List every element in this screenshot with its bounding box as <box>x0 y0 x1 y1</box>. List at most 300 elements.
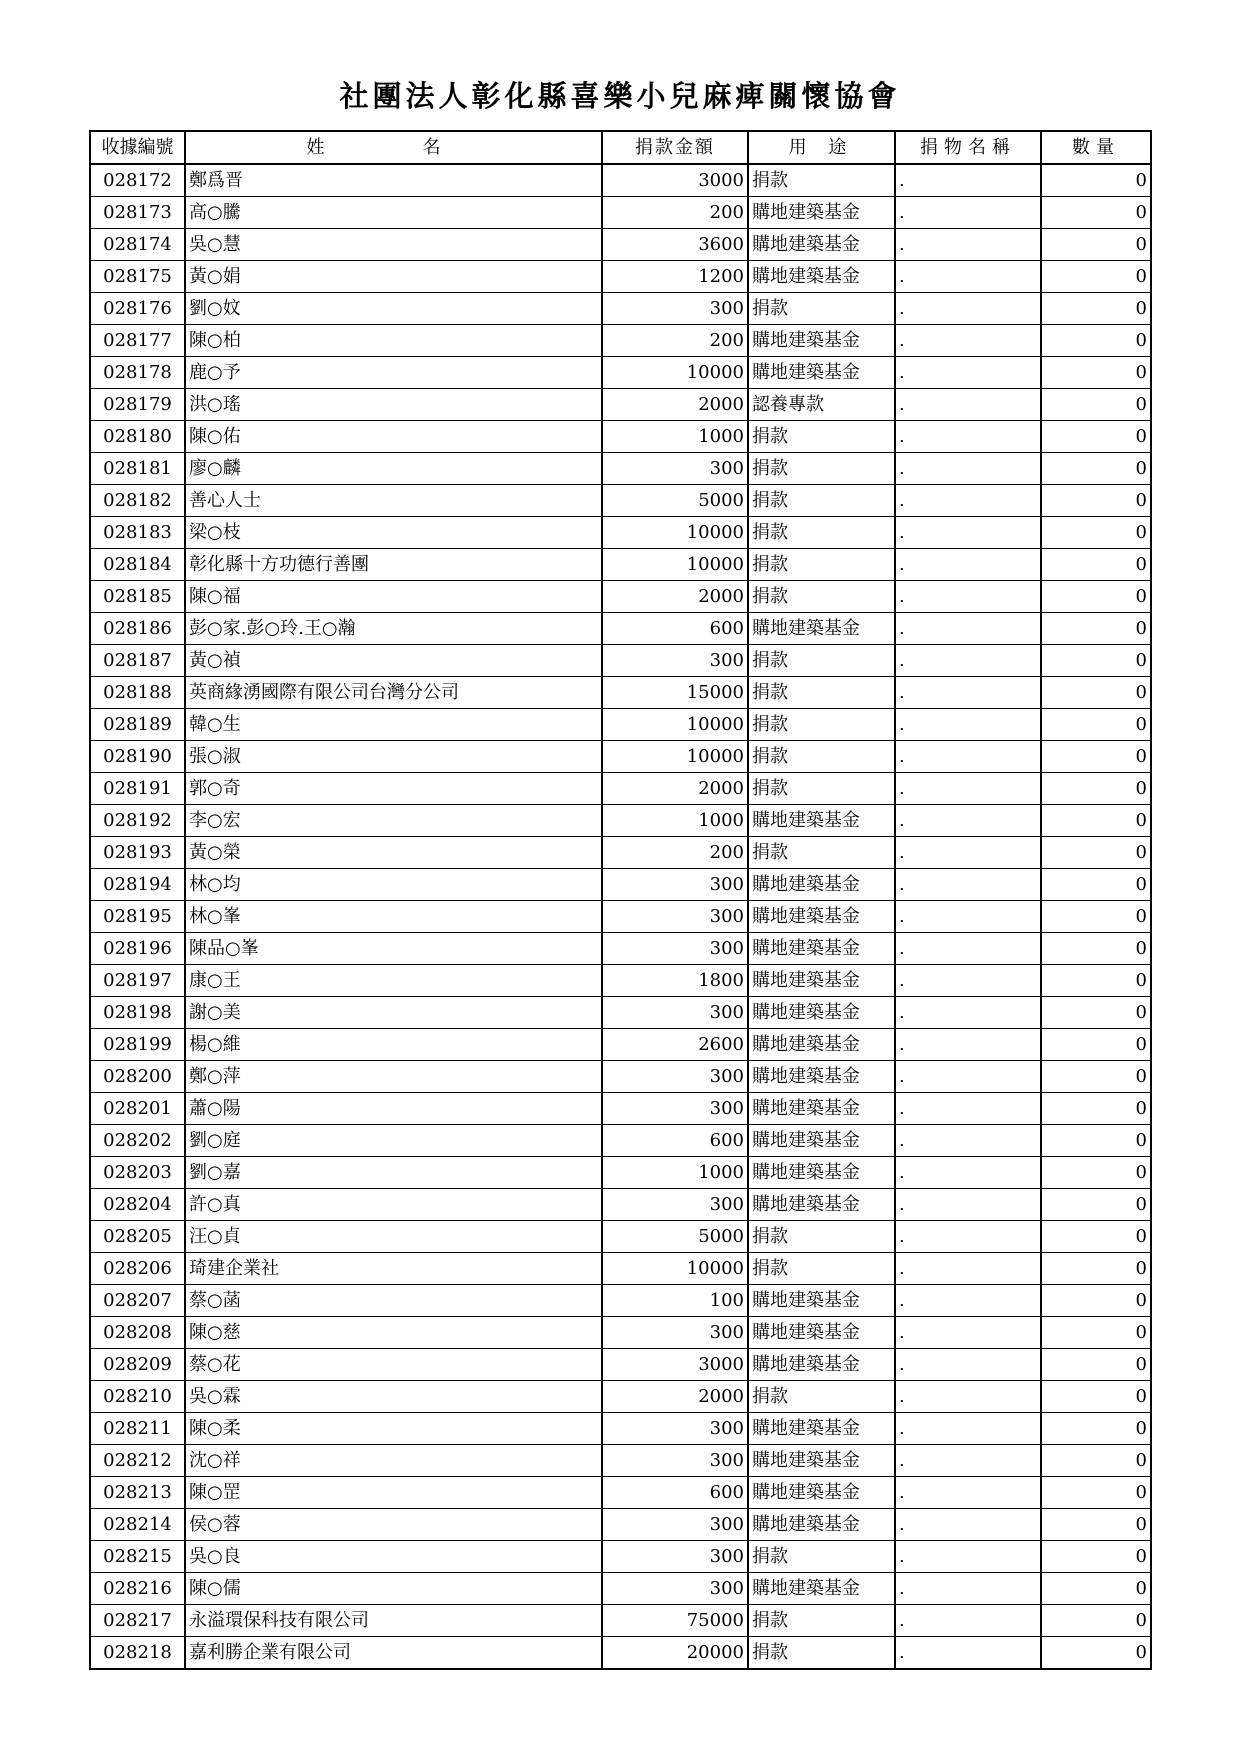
item-name-cell: . <box>895 1477 1041 1509</box>
purpose-cell: 捐款 <box>748 1605 895 1637</box>
amount-cell: 75000 <box>602 1605 748 1637</box>
amount-cell: 1800 <box>602 965 748 997</box>
amount-cell: 300 <box>602 1573 748 1605</box>
receipt-no-cell: 028185 <box>90 581 185 613</box>
table-row <box>90 677 1151 709</box>
purpose-cell: 購地建築基金 <box>748 805 895 837</box>
quantity-cell: 0 <box>1041 1413 1151 1445</box>
donor-name-cell: 黃○榮 <box>185 837 602 869</box>
receipt-no-cell: 028175 <box>90 261 185 293</box>
table-row <box>90 1637 1151 1670</box>
donor-name-cell: 劉○嘉 <box>185 1157 602 1189</box>
table-row <box>90 549 1151 581</box>
donor-name-cell: 嘉利勝企業有限公司 <box>185 1637 602 1670</box>
purpose-cell: 捐款 <box>748 549 895 581</box>
donor-name-cell: 永溢環保科技有限公司 <box>185 1605 602 1637</box>
receipt-no-cell: 028172 <box>90 164 185 197</box>
item-name-cell: . <box>895 933 1041 965</box>
quantity-cell: 0 <box>1041 613 1151 645</box>
purpose-cell: 購地建築基金 <box>748 1413 895 1445</box>
receipt-no-cell: 028181 <box>90 453 185 485</box>
table-row <box>90 1253 1151 1285</box>
purpose-cell: 購地建築基金 <box>748 1061 895 1093</box>
amount-cell: 10000 <box>602 1253 748 1285</box>
quantity-cell: 0 <box>1041 645 1151 677</box>
purpose-cell: 購地建築基金 <box>748 1285 895 1317</box>
donor-name-cell: 林○均 <box>185 869 602 901</box>
quantity-cell: 0 <box>1041 1253 1151 1285</box>
donor-name-cell: 許○真 <box>185 1189 602 1221</box>
receipt-no-cell: 028205 <box>90 1221 185 1253</box>
amount-cell: 5000 <box>602 485 748 517</box>
purpose-cell: 捐款 <box>748 773 895 805</box>
header-receipt-no: 收據編號 <box>90 131 185 164</box>
purpose-cell: 捐款 <box>748 1541 895 1573</box>
item-name-cell: . <box>895 1125 1041 1157</box>
receipt-no-cell: 028180 <box>90 421 185 453</box>
item-name-cell: . <box>895 421 1041 453</box>
amount-cell: 300 <box>602 1061 748 1093</box>
donor-name-cell: 蔡○花 <box>185 1349 602 1381</box>
quantity-cell: 0 <box>1041 164 1151 197</box>
donor-name-cell: 善心人士 <box>185 485 602 517</box>
item-name-cell: . <box>895 389 1041 421</box>
table-row <box>90 933 1151 965</box>
table-row <box>90 997 1151 1029</box>
table-row <box>90 261 1151 293</box>
table-row <box>90 1605 1151 1637</box>
receipt-no-cell: 028208 <box>90 1317 185 1349</box>
donor-name-cell: 楊○維 <box>185 1029 602 1061</box>
quantity-cell: 0 <box>1041 837 1151 869</box>
quantity-cell: 0 <box>1041 293 1151 325</box>
donor-name-cell: 汪○貞 <box>185 1221 602 1253</box>
purpose-cell: 捐款 <box>748 1221 895 1253</box>
amount-cell: 3600 <box>602 229 748 261</box>
amount-cell: 10000 <box>602 741 748 773</box>
donor-name-cell: 黃○禎 <box>185 645 602 677</box>
purpose-cell: 捐款 <box>748 1637 895 1670</box>
table-row <box>90 1093 1151 1125</box>
receipt-no-cell: 028197 <box>90 965 185 997</box>
quantity-cell: 0 <box>1041 517 1151 549</box>
item-name-cell: . <box>895 1061 1041 1093</box>
table-row <box>90 645 1151 677</box>
table-row <box>90 421 1151 453</box>
item-name-cell: . <box>895 1157 1041 1189</box>
table-row <box>90 197 1151 229</box>
amount-cell: 600 <box>602 613 748 645</box>
item-name-cell: . <box>895 357 1041 389</box>
quantity-cell: 0 <box>1041 773 1151 805</box>
donor-name-cell: 鄭○萍 <box>185 1061 602 1093</box>
item-name-cell: . <box>895 261 1041 293</box>
item-name-cell: . <box>895 197 1041 229</box>
amount-cell: 300 <box>602 997 748 1029</box>
item-name-cell: . <box>895 229 1041 261</box>
purpose-cell: 購地建築基金 <box>748 965 895 997</box>
quantity-cell: 0 <box>1041 997 1151 1029</box>
amount-cell: 10000 <box>602 517 748 549</box>
purpose-cell: 購地建築基金 <box>748 1509 895 1541</box>
header-item-name: 捐物名稱 <box>895 131 1041 164</box>
item-name-cell: . <box>895 1317 1041 1349</box>
table-row <box>90 1285 1151 1317</box>
amount-cell: 300 <box>602 1317 748 1349</box>
donor-name-cell: 洪○瑤 <box>185 389 602 421</box>
amount-cell: 2600 <box>602 1029 748 1061</box>
purpose-cell: 購地建築基金 <box>748 997 895 1029</box>
amount-cell: 1200 <box>602 261 748 293</box>
quantity-cell: 0 <box>1041 1381 1151 1413</box>
amount-cell: 200 <box>602 197 748 229</box>
donor-name-cell: 梁○枝 <box>185 517 602 549</box>
amount-cell: 3000 <box>602 1349 748 1381</box>
donor-name-cell: 陳○柏 <box>185 325 602 357</box>
quantity-cell: 0 <box>1041 325 1151 357</box>
purpose-cell: 購地建築基金 <box>748 1445 895 1477</box>
quantity-cell: 0 <box>1041 453 1151 485</box>
amount-cell: 3000 <box>602 164 748 197</box>
receipt-no-cell: 028190 <box>90 741 185 773</box>
purpose-cell: 捐款 <box>748 837 895 869</box>
receipt-no-cell: 028189 <box>90 709 185 741</box>
purpose-cell: 購地建築基金 <box>748 325 895 357</box>
item-name-cell: . <box>895 549 1041 581</box>
item-name-cell: . <box>895 293 1041 325</box>
receipt-no-cell: 028193 <box>90 837 185 869</box>
receipt-no-cell: 028183 <box>90 517 185 549</box>
purpose-cell: 購地建築基金 <box>748 1349 895 1381</box>
table-row <box>90 1445 1151 1477</box>
amount-cell: 600 <box>602 1125 748 1157</box>
item-name-cell: . <box>895 1573 1041 1605</box>
purpose-cell: 捐款 <box>748 677 895 709</box>
item-name-cell: . <box>895 581 1041 613</box>
amount-cell: 300 <box>602 645 748 677</box>
receipt-no-cell: 028177 <box>90 325 185 357</box>
amount-cell: 10000 <box>602 357 748 389</box>
quantity-cell: 0 <box>1041 549 1151 581</box>
receipt-no-cell: 028199 <box>90 1029 185 1061</box>
quantity-cell: 0 <box>1041 1061 1151 1093</box>
item-name-cell: . <box>895 1637 1041 1670</box>
quantity-cell: 0 <box>1041 1509 1151 1541</box>
purpose-cell: 捐款 <box>748 453 895 485</box>
quantity-cell: 0 <box>1041 581 1151 613</box>
amount-cell: 300 <box>602 293 748 325</box>
receipt-no-cell: 028211 <box>90 1413 185 1445</box>
receipt-no-cell: 028204 <box>90 1189 185 1221</box>
purpose-cell: 購地建築基金 <box>748 261 895 293</box>
quantity-cell: 0 <box>1041 229 1151 261</box>
table-row <box>90 1541 1151 1573</box>
purpose-cell: 捐款 <box>748 645 895 677</box>
donor-name-cell: 康○王 <box>185 965 602 997</box>
receipt-no-cell: 028174 <box>90 229 185 261</box>
quantity-cell: 0 <box>1041 869 1151 901</box>
donation-table <box>89 130 1152 1670</box>
quantity-cell: 0 <box>1041 741 1151 773</box>
item-name-cell: . <box>895 1093 1041 1125</box>
item-name-cell: . <box>895 773 1041 805</box>
quantity-cell: 0 <box>1041 1157 1151 1189</box>
table-row <box>90 517 1151 549</box>
receipt-no-cell: 028212 <box>90 1445 185 1477</box>
amount-cell: 300 <box>602 1541 748 1573</box>
item-name-cell: . <box>895 709 1041 741</box>
purpose-cell: 購地建築基金 <box>748 197 895 229</box>
quantity-cell: 0 <box>1041 1637 1151 1670</box>
quantity-cell: 0 <box>1041 1445 1151 1477</box>
table-row <box>90 229 1151 261</box>
amount-cell: 300 <box>602 901 748 933</box>
purpose-cell: 購地建築基金 <box>748 1029 895 1061</box>
donor-name-cell: 英商緣湧國際有限公司台灣分公司 <box>185 677 602 709</box>
donor-name-cell: 鄭爲晋 <box>185 164 602 197</box>
amount-cell: 1000 <box>602 1157 748 1189</box>
purpose-cell: 捐款 <box>748 741 895 773</box>
quantity-cell: 0 <box>1041 1093 1151 1125</box>
item-name-cell: . <box>895 164 1041 197</box>
table-row <box>90 485 1151 517</box>
item-name-cell: . <box>895 837 1041 869</box>
amount-cell: 10000 <box>602 709 748 741</box>
quantity-cell: 0 <box>1041 709 1151 741</box>
purpose-cell: 購地建築基金 <box>748 1477 895 1509</box>
purpose-cell: 捐款 <box>748 164 895 197</box>
table-row <box>90 581 1151 613</box>
amount-cell: 2000 <box>602 1381 748 1413</box>
donor-name-cell: 韓○生 <box>185 709 602 741</box>
quantity-cell: 0 <box>1041 261 1151 293</box>
receipt-no-cell: 028202 <box>90 1125 185 1157</box>
amount-cell: 2000 <box>602 773 748 805</box>
donor-name-cell: 琦建企業社 <box>185 1253 602 1285</box>
receipt-no-cell: 028182 <box>90 485 185 517</box>
page-title: 社團法人彰化縣喜樂小兒麻痺關懷協會 <box>339 79 901 113</box>
purpose-cell: 購地建築基金 <box>748 229 895 261</box>
header-purpose: 用 途 <box>748 131 895 164</box>
quantity-cell: 0 <box>1041 1029 1151 1061</box>
table-row <box>90 901 1151 933</box>
purpose-cell: 購地建築基金 <box>748 1157 895 1189</box>
receipt-no-cell: 028194 <box>90 869 185 901</box>
purpose-cell: 捐款 <box>748 709 895 741</box>
table-row <box>90 1125 1151 1157</box>
purpose-cell: 捐款 <box>748 421 895 453</box>
donor-name-cell: 吳○霖 <box>185 1381 602 1413</box>
item-name-cell: . <box>895 1413 1041 1445</box>
donor-name-cell: 林○峯 <box>185 901 602 933</box>
item-name-cell: . <box>895 517 1041 549</box>
amount-cell: 300 <box>602 1189 748 1221</box>
receipt-no-cell: 028215 <box>90 1541 185 1573</box>
receipt-no-cell: 028176 <box>90 293 185 325</box>
purpose-cell: 購地建築基金 <box>748 357 895 389</box>
donor-name-cell: 侯○蓉 <box>185 1509 602 1541</box>
purpose-cell: 捐款 <box>748 293 895 325</box>
header-name: 姓 名 <box>185 131 602 164</box>
quantity-cell: 0 <box>1041 1285 1151 1317</box>
item-name-cell: . <box>895 1189 1041 1221</box>
amount-cell: 5000 <box>602 1221 748 1253</box>
amount-cell: 600 <box>602 1477 748 1509</box>
table-row <box>90 453 1151 485</box>
receipt-no-cell: 028200 <box>90 1061 185 1093</box>
quantity-cell: 0 <box>1041 965 1151 997</box>
receipt-no-cell: 028198 <box>90 997 185 1029</box>
purpose-cell: 捐款 <box>748 581 895 613</box>
table-row <box>90 164 1151 197</box>
quantity-cell: 0 <box>1041 485 1151 517</box>
table-row <box>90 1477 1151 1509</box>
item-name-cell: . <box>895 325 1041 357</box>
table-row <box>90 325 1151 357</box>
donor-name-cell: 陳○福 <box>185 581 602 613</box>
quantity-cell: 0 <box>1041 901 1151 933</box>
quantity-cell: 0 <box>1041 1477 1151 1509</box>
item-name-cell: . <box>895 869 1041 901</box>
table-row <box>90 1189 1151 1221</box>
item-name-cell: . <box>895 965 1041 997</box>
item-name-cell: . <box>895 805 1041 837</box>
item-name-cell: . <box>895 1285 1041 1317</box>
amount-cell: 1000 <box>602 805 748 837</box>
receipt-no-cell: 028209 <box>90 1349 185 1381</box>
item-name-cell: . <box>895 1253 1041 1285</box>
purpose-cell: 購地建築基金 <box>748 901 895 933</box>
table-row <box>90 1157 1151 1189</box>
table-row <box>90 1349 1151 1381</box>
quantity-cell: 0 <box>1041 421 1151 453</box>
quantity-cell: 0 <box>1041 1189 1151 1221</box>
receipt-no-cell: 028213 <box>90 1477 185 1509</box>
table-row <box>90 965 1151 997</box>
table-row <box>90 805 1151 837</box>
donor-name-cell: 廖○麟 <box>185 453 602 485</box>
amount-cell: 2000 <box>602 581 748 613</box>
purpose-cell: 捐款 <box>748 517 895 549</box>
purpose-cell: 購地建築基金 <box>748 1125 895 1157</box>
receipt-no-cell: 028201 <box>90 1093 185 1125</box>
purpose-cell: 購地建築基金 <box>748 1573 895 1605</box>
table-row <box>90 1061 1151 1093</box>
item-name-cell: . <box>895 901 1041 933</box>
amount-cell: 300 <box>602 1093 748 1125</box>
table-row <box>90 1317 1151 1349</box>
table-row <box>90 741 1151 773</box>
donor-name-cell: 李○宏 <box>185 805 602 837</box>
item-name-cell: . <box>895 1381 1041 1413</box>
quantity-cell: 0 <box>1041 1573 1151 1605</box>
donor-name-cell: 陳品○峯 <box>185 933 602 965</box>
donor-name-cell: 蕭○陽 <box>185 1093 602 1125</box>
donor-name-cell: 吳○良 <box>185 1541 602 1573</box>
table-row <box>90 293 1151 325</box>
receipt-no-cell: 028192 <box>90 805 185 837</box>
receipt-no-cell: 028210 <box>90 1381 185 1413</box>
quantity-cell: 0 <box>1041 1221 1151 1253</box>
receipt-no-cell: 028207 <box>90 1285 185 1317</box>
table-row <box>90 389 1151 421</box>
table-row <box>90 1413 1151 1445</box>
receipt-no-cell: 028188 <box>90 677 185 709</box>
donor-name-cell: 劉○妏 <box>185 293 602 325</box>
amount-cell: 200 <box>602 325 748 357</box>
item-name-cell: . <box>895 645 1041 677</box>
donor-name-cell: 陳○慈 <box>185 1317 602 1349</box>
item-name-cell: . <box>895 997 1041 1029</box>
receipt-no-cell: 028196 <box>90 933 185 965</box>
quantity-cell: 0 <box>1041 357 1151 389</box>
amount-cell: 300 <box>602 1445 748 1477</box>
table-row <box>90 773 1151 805</box>
donor-name-cell: 陳○罡 <box>185 1477 602 1509</box>
donor-name-cell: 張○淑 <box>185 741 602 773</box>
purpose-cell: 購地建築基金 <box>748 869 895 901</box>
item-name-cell: . <box>895 485 1041 517</box>
table-row <box>90 869 1151 901</box>
receipt-no-cell: 028184 <box>90 549 185 581</box>
item-name-cell: . <box>895 741 1041 773</box>
donor-name-cell: 陳○儒 <box>185 1573 602 1605</box>
purpose-cell: 認養專款 <box>748 389 895 421</box>
table-header-row <box>90 131 1151 164</box>
quantity-cell: 0 <box>1041 1349 1151 1381</box>
donor-name-cell: 蔡○菡 <box>185 1285 602 1317</box>
donor-name-cell: 黃○娟 <box>185 261 602 293</box>
item-name-cell: . <box>895 1445 1041 1477</box>
item-name-cell: . <box>895 1349 1041 1381</box>
quantity-cell: 0 <box>1041 197 1151 229</box>
table-row <box>90 1221 1151 1253</box>
purpose-cell: 購地建築基金 <box>748 613 895 645</box>
donor-name-cell: 劉○庭 <box>185 1125 602 1157</box>
purpose-cell: 購地建築基金 <box>748 933 895 965</box>
item-name-cell: . <box>895 453 1041 485</box>
quantity-cell: 0 <box>1041 1541 1151 1573</box>
table-row <box>90 709 1151 741</box>
receipt-no-cell: 028218 <box>90 1637 185 1670</box>
amount-cell: 300 <box>602 1509 748 1541</box>
purpose-cell: 購地建築基金 <box>748 1093 895 1125</box>
item-name-cell: . <box>895 1509 1041 1541</box>
receipt-no-cell: 028214 <box>90 1509 185 1541</box>
donor-name-cell: 彰化縣十方功德行善團 <box>185 549 602 581</box>
amount-cell: 20000 <box>602 1637 748 1670</box>
receipt-no-cell: 028191 <box>90 773 185 805</box>
quantity-cell: 0 <box>1041 677 1151 709</box>
purpose-cell: 購地建築基金 <box>748 1317 895 1349</box>
receipt-no-cell: 028186 <box>90 613 185 645</box>
quantity-cell: 0 <box>1041 389 1151 421</box>
header-amount: 捐款金額 <box>602 131 748 164</box>
donor-name-cell: 謝○美 <box>185 997 602 1029</box>
purpose-cell: 捐款 <box>748 485 895 517</box>
amount-cell: 300 <box>602 453 748 485</box>
amount-cell: 10000 <box>602 549 748 581</box>
header-quantity: 數量 <box>1041 131 1151 164</box>
purpose-cell: 捐款 <box>748 1253 895 1285</box>
receipt-no-cell: 028179 <box>90 389 185 421</box>
receipt-no-cell: 028206 <box>90 1253 185 1285</box>
table-row <box>90 1381 1151 1413</box>
amount-cell: 100 <box>602 1285 748 1317</box>
amount-cell: 2000 <box>602 389 748 421</box>
donor-name-cell: 沈○祥 <box>185 1445 602 1477</box>
quantity-cell: 0 <box>1041 1605 1151 1637</box>
